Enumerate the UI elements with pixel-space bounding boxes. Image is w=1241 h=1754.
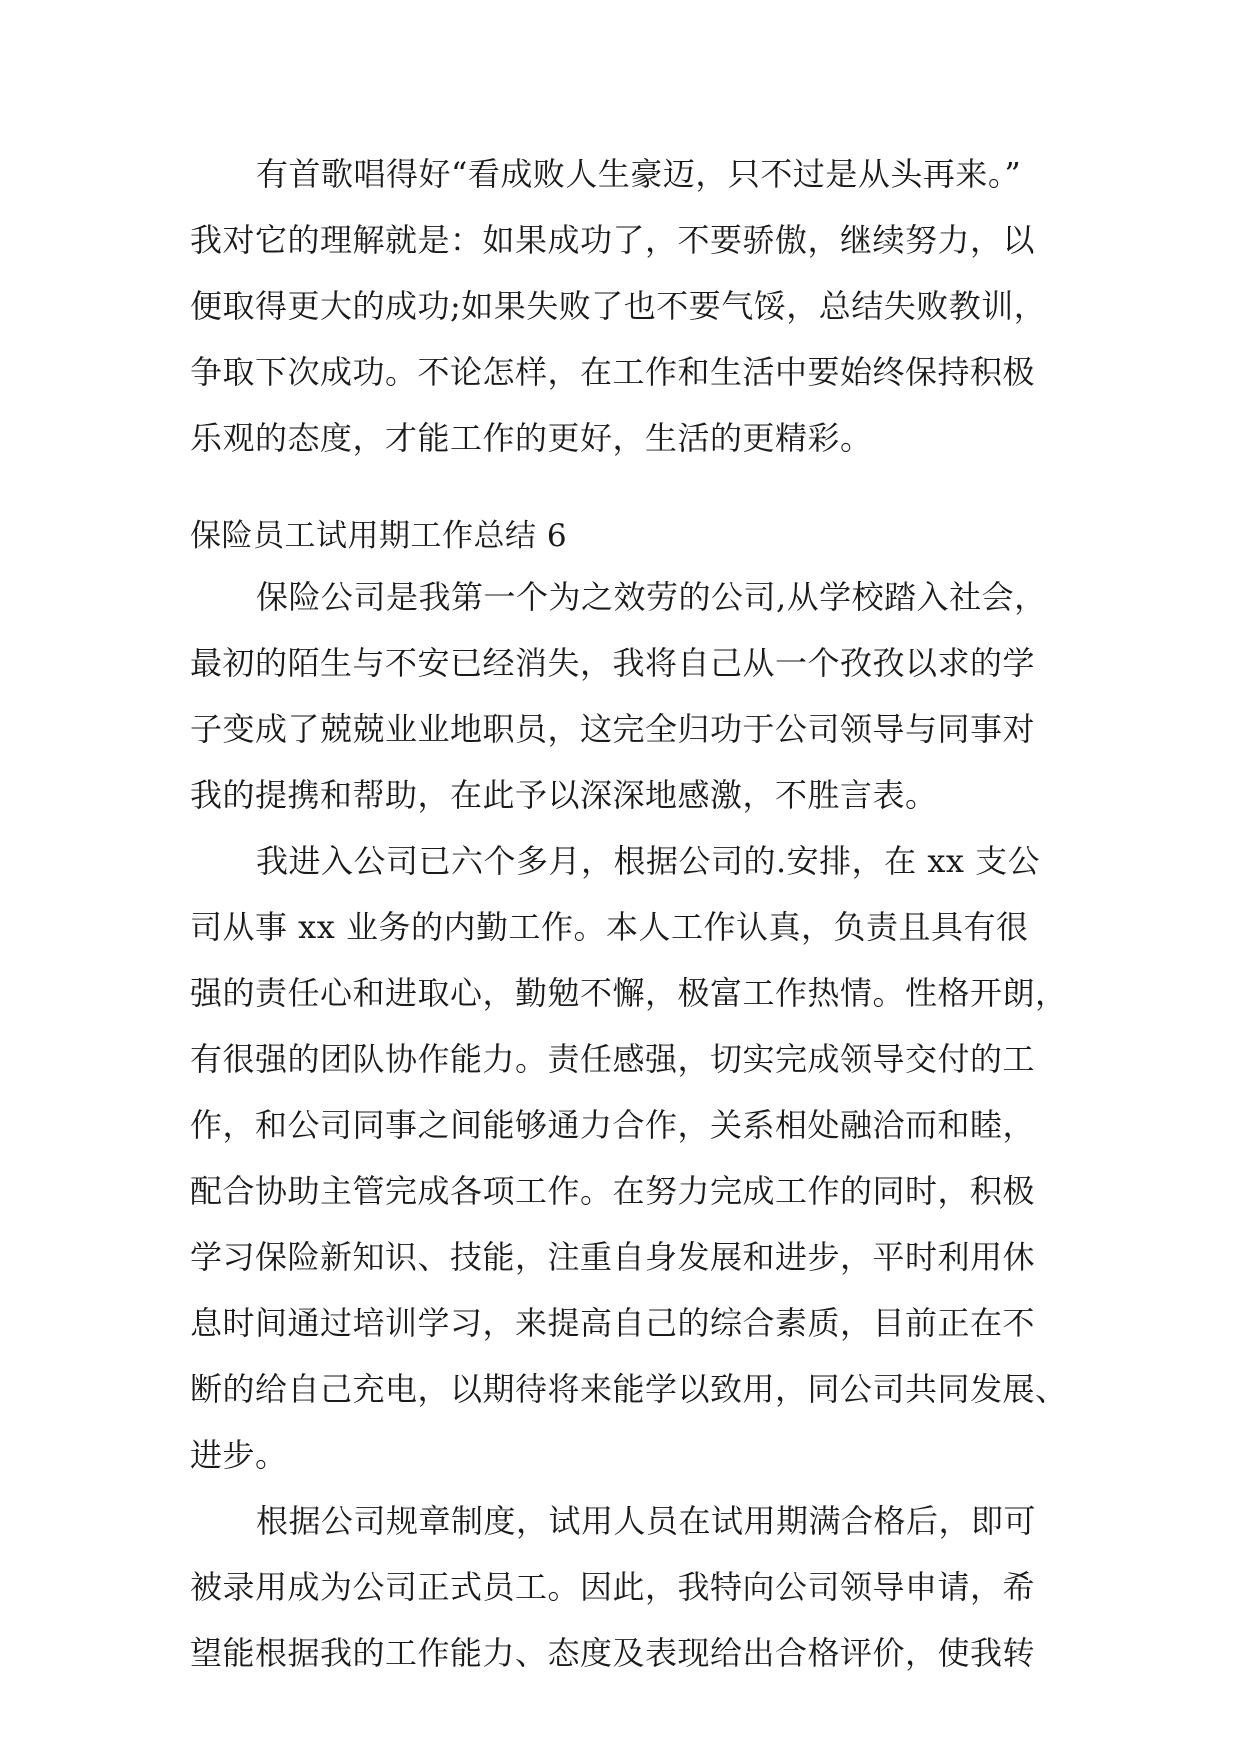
- paragraph-4-line-1: 根据公司规章制度，试用人员在试用期满合格后，即可: [256, 1502, 1037, 1540]
- paragraph-3-line-3: 强的责任心和进取心，勤勉不懈，极富工作热情。性格开朗，: [190, 974, 1068, 1012]
- paragraph-1-line-5: 乐观的态度，才能工作的更好，生活的更精彩。: [190, 419, 873, 457]
- paragraph-3-line-1: 我进入公司已六个多月，根据公司的.安排，在 xx 支公: [256, 842, 1041, 880]
- paragraph-2-line-1: 保险公司是我第一个为之效劳的公司,从学校踏入社会，: [256, 578, 1047, 616]
- paragraph-3-line-4: 有很强的团队协作能力。责任感强，切实完成领导交付的工: [190, 1040, 1036, 1078]
- paragraph-1-line-1: 有首歌唱得好“看成败人生豪迈，只不过是从头再来。”: [256, 155, 1022, 193]
- paragraph-1-line-2: 我对它的理解就是：如果成功了，不要骄傲，继续努力，以: [190, 221, 1036, 259]
- paragraph-1-line-3: 便取得更大的成功;如果失败了也不要气馁，总结失败教训，: [190, 287, 1047, 325]
- paragraph-3-line-9: 断的给自己充电，以期待将来能学以致用，同公司共同发展、: [190, 1370, 1068, 1408]
- paragraph-3-line-2: 司从事 xx 业务的内勤工作。本人工作认真，负责且具有很: [190, 908, 1029, 946]
- paragraph-1-line-4: 争取下次成功。不论怎样，在工作和生活中要始终保持积极: [190, 353, 1036, 391]
- paragraph-3-line-6: 配合协助主管完成各项工作。在努力完成工作的同时，积极: [190, 1172, 1036, 1210]
- paragraph-3-line-7: 学习保险新知识、技能，注重自身发展和进步，平时利用休: [190, 1238, 1036, 1276]
- paragraph-4-line-3: 望能根据我的工作能力、态度及表现给出合格评价，使我转: [190, 1634, 1036, 1672]
- paragraph-2-line-3: 子变成了兢兢业业地职员，这完全归功于公司领导与同事对: [190, 710, 1036, 748]
- paragraph-2-line-2: 最初的陌生与不安已经消失，我将自己从一个孜孜以求的学: [190, 644, 1036, 682]
- paragraph-2-line-4: 我的提携和帮助，在此予以深深地感激，不胜言表。: [190, 776, 938, 814]
- paragraph-3-line-8: 息时间通过培训学习，来提高自己的综合素质，目前正在不: [190, 1304, 1036, 1342]
- paragraph-3-line-5: 作，和公司同事之间能够通力合作，关系相处融洽而和睦，: [190, 1106, 1036, 1144]
- section-heading: 保险员工试用期工作总结 6: [190, 518, 568, 554]
- paragraph-4-line-2: 被录用成为公司正式员工。因此，我特向公司领导申请，希: [190, 1568, 1036, 1606]
- paragraph-3-line-10: 进步。: [190, 1436, 288, 1474]
